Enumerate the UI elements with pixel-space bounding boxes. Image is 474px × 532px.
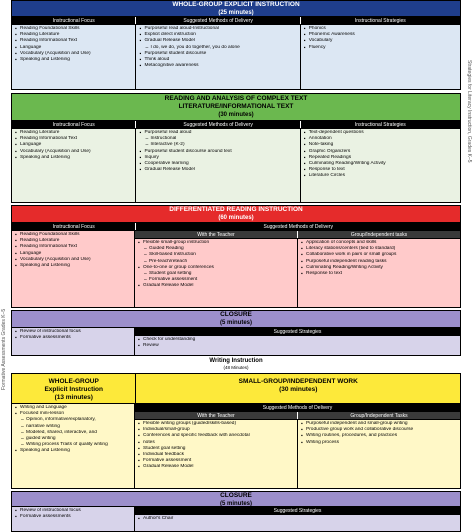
list-subitem: – narrative writing: [14, 424, 132, 430]
list-item: ▪ Individual/small-group: [137, 427, 295, 433]
differentiated-reading-section: [11, 205, 461, 308]
list-item: ▪ Vocabulary (Acquisition and Use): [14, 257, 132, 263]
list-subitem: – Opinion, informative/explanatory,: [14, 417, 132, 423]
list-item: ▪ Language: [14, 251, 132, 257]
small-group-title: SMALL-GROUP/INDEPENDENT WORK: [238, 378, 358, 385]
focus-column: [12, 25, 136, 89]
section-time: (30 minutes): [218, 112, 254, 118]
list-item: ▪ Graphic Organizers: [303, 149, 458, 155]
list-item: ▪ Phonemic Awareness: [303, 32, 458, 38]
complex-text-section: [11, 93, 461, 203]
list-subitem: – Pre-teach/reteach: [137, 259, 295, 265]
closure-focus-column: [12, 507, 135, 532]
list-item: ▪ Text-dependent questions: [303, 130, 458, 136]
right-margin: [462, 0, 474, 532]
list-item: ▪ Reading Literature: [14, 32, 133, 38]
col-header-strategies: Instructional Strategies: [301, 121, 460, 128]
column-header-row: [12, 17, 460, 25]
subheader-tasks: Group/Independent Tasks: [298, 412, 460, 419]
methods-column: [136, 25, 300, 89]
list-item: ▪ Response to text: [300, 271, 458, 277]
col-header-methods: Suggested Methods of Delivery: [135, 404, 460, 411]
section-time: (60 minutes): [218, 215, 254, 221]
list-item: ▪ Review: [137, 343, 458, 349]
section-title: CLOSURE: [220, 311, 252, 318]
list-item: ▪ Gradual Release Model: [137, 283, 295, 289]
list-item: ▪ Inquiry: [138, 155, 297, 161]
list-item: ▪ Reading Informational Text: [14, 136, 133, 142]
list-item: ▪ Check for understanding: [137, 337, 458, 343]
writing-banners: [12, 374, 460, 404]
list-item: ▪ Speaking and Listening: [14, 448, 132, 454]
section-banner: [12, 1, 460, 17]
section-time: (5 minutes): [219, 320, 252, 326]
list-item: ▪ Purposeful read aloud-Instructional: [138, 26, 297, 32]
list-subitem: – Student goal setting: [137, 271, 295, 277]
list-item: ▪ Explicit direct instruction: [138, 32, 297, 38]
tasks-column: [298, 239, 460, 307]
list-item: ▪ Reading Literature: [14, 130, 133, 136]
section-time: (5 minutes): [219, 501, 252, 507]
subheader-teacher: With the Teacher: [135, 412, 298, 419]
focus-column: [12, 129, 136, 202]
list-item: ▪ One-to-one or group conferences: [137, 265, 295, 271]
list-item: ▪ Speaking and Listening: [14, 155, 133, 161]
strategies-column: [301, 129, 460, 202]
col-header-strategies: Suggested Strategies: [135, 507, 460, 514]
list-item: ▪ Vocabulary (Acquisition and Use): [14, 51, 133, 57]
col-header-methods: Suggested Methods of Delivery: [136, 223, 460, 230]
list-item: ▪ Purposeful student discourse around text: [138, 149, 297, 155]
section-title-2: LITERATURE/INFORMATIONAL TEXT: [178, 103, 294, 110]
list-item: ▪ Collaborative work in pairs or small groups: [300, 252, 458, 258]
list-subitem: – I do, we do, you do together, you do alone: [138, 45, 297, 51]
list-item: ▪ Speaking and Listening: [14, 57, 133, 63]
list-item: ▪ Reading Literature: [14, 238, 132, 244]
subheader-row: [135, 231, 460, 239]
strategies-header-row: [135, 328, 460, 336]
list-item: ▪ Formative assessment: [137, 458, 295, 464]
list-item: ▪ Language: [14, 142, 133, 148]
section-time: (25 minutes): [218, 10, 254, 16]
teacher-column: [135, 239, 298, 307]
list-subitem: – Skill-based Instruction: [137, 252, 295, 258]
left-margin: [0, 0, 10, 532]
list-item: ▪ Review of instructional focus: [14, 508, 132, 514]
list-item: ▪ Purposeful read aloud: [138, 130, 297, 136]
list-item: ▪ Purposeful independent reading tasks: [300, 259, 458, 265]
list-subitem: – guided writing: [14, 436, 132, 442]
methods-column: [136, 129, 300, 202]
section-banner: [12, 206, 460, 223]
list-item: ▪ Writing routines, procedures, and practices: [300, 433, 458, 439]
focus-column: [12, 231, 135, 307]
list-item: ▪ Phonics: [303, 26, 458, 32]
list-item: ▪ Formative assessments: [14, 514, 132, 520]
reading-closure-section: [11, 310, 461, 356]
subheader-row: [135, 412, 460, 420]
list-item: ▪ Application of concepts and skills: [300, 240, 458, 246]
list-subitem: – Guided Reading: [137, 246, 295, 252]
list-item: ▪ Flexible writing groups (guided/skills-based): [137, 421, 295, 427]
list-item: ▪ Individual feedback: [137, 452, 295, 458]
list-item: ▪ Author's Chair: [137, 516, 458, 522]
list-item: ▪ Reading Informational Text: [14, 38, 133, 44]
list-item: ▪ Culminating Reading/Writing Activity: [303, 161, 458, 167]
writing-instruction-section: [11, 373, 461, 489]
list-item: ▪ Fluency: [303, 45, 458, 51]
whole-group-title: WHOLE-GROUP: [48, 378, 99, 385]
strategies-header-row: [135, 507, 460, 515]
col-header-methods: Suggested Methods of Delivery: [136, 17, 300, 24]
list-item: ▪ Gradual Release Model: [138, 38, 297, 44]
list-item: ▪ Speaking and Listening: [14, 263, 132, 269]
section-banner: [12, 492, 460, 507]
list-item: ▪ Productive group work and collaborative discourse: [300, 427, 458, 433]
column-header-row: [12, 223, 460, 231]
list-item: ▪ Metacognitive awareness: [138, 63, 297, 69]
whole-group-time: (13 minutes): [54, 394, 93, 401]
list-item: ▪ notes: [137, 440, 295, 446]
whole-group-banner: [12, 374, 136, 403]
left-margin-text: Formative Assessments Grades K–5: [1, 308, 7, 390]
list-subitem: – Interactive (K-2): [138, 142, 297, 148]
literacy-block-schedule: [11, 0, 461, 532]
list-item: ▪ Purposeful student discourse: [138, 51, 297, 57]
methods-header-row: [135, 404, 460, 412]
column-header-row: [12, 121, 460, 129]
strategies-column: [301, 25, 460, 89]
list-item: ▪ Annotation: [303, 136, 458, 142]
list-item: ▪ Flexible small-group instruction: [137, 240, 295, 246]
section-title: READING AND ANALYSIS OF COMPLEX TEXT: [164, 95, 308, 102]
list-item: ▪ Reading Informational Text: [14, 244, 132, 250]
list-subitem: – Writing process Traits of quality writing: [14, 442, 132, 448]
col-header-strategies: Suggested Strategies: [135, 328, 460, 335]
list-item: ▪ Review of instructional focus: [14, 329, 132, 335]
col-header-focus: Instructional Focus: [12, 121, 136, 128]
subheader-tasks: Group/Independent tasks: [298, 231, 460, 238]
list-item: ▪ Reading Foundational Skills: [14, 232, 132, 238]
subheader-teacher: With the Teacher: [135, 231, 298, 238]
small-group-banner: [136, 374, 460, 403]
closure-strategies-column: [135, 515, 460, 523]
list-item: ▪ Note-taking: [303, 142, 458, 148]
list-item: ▪ Purposeful independent and small-group writing: [300, 421, 458, 427]
list-subitem: – Formative assessment: [137, 277, 295, 283]
list-item: ▪ Focused mini-lesson: [14, 411, 132, 417]
list-item: ▪ Writing process: [300, 440, 458, 446]
list-item: ▪ Gradual Release Model: [137, 464, 295, 470]
col-header-focus: Instructional Focus: [12, 17, 136, 24]
list-item: ▪ Cooperative learning: [138, 161, 297, 167]
list-item: ▪ Literature Circles: [303, 173, 458, 179]
col-header-strategies: Instructional Strategies: [301, 17, 460, 24]
list-item: ▪ Think aloud: [138, 57, 297, 63]
writing-instruction-title: Writing Instruction: [209, 358, 263, 364]
closure-strategies-column: [135, 336, 460, 350]
list-item: ▪ Response to text: [303, 167, 458, 173]
section-title: DIFFERENTIATED READING INSTRUCTION: [169, 206, 303, 213]
list-item: ▪ Conferences and specific feedback with anecdotal: [137, 433, 295, 439]
list-item: ▪ Formative assessments: [14, 335, 132, 341]
list-item: ▪ Gradual Release Model: [138, 167, 297, 173]
list-item: ▪ Language: [14, 45, 133, 51]
list-item: ▪ Student goal setting: [137, 446, 295, 452]
writing-instruction-time: (48 Minutes): [223, 365, 249, 370]
col-header-methods: Suggested Methods of Delivery: [136, 121, 300, 128]
section-title: WHOLE-GROUP EXPLICIT INSTRUCTION: [172, 1, 300, 8]
section-banner: [12, 311, 460, 328]
teacher-column: [135, 420, 298, 488]
whole-group-explicit-section: [11, 0, 461, 90]
list-item: ▪ Vocabulary (Acquisition and Use): [14, 149, 133, 155]
list-item: ▪ Literacy stations/centers (tied to standard): [300, 246, 458, 252]
section-title: CLOSURE: [220, 492, 252, 499]
writing-focus-column: [12, 404, 135, 488]
writing-closure-section: [11, 491, 461, 532]
list-subitem: – Modeled, shared, interactive, and: [14, 430, 132, 436]
list-item: ▪ Repeated Readings: [303, 155, 458, 161]
whole-group-subtitle: Explicit Instruction: [44, 386, 103, 393]
closure-focus-column: [12, 328, 135, 356]
section-banner: [12, 94, 460, 121]
list-item: ▪ Reading Foundational Skills: [14, 26, 133, 32]
list-item: ▪ Writing and Language: [14, 405, 132, 411]
list-subitem: – Instructional: [138, 136, 297, 142]
right-margin-text: Strategies for Literacy Instruction, Grades K–5: [466, 60, 472, 163]
tasks-column: [298, 420, 460, 488]
list-item: ▪ Culminating Reading/Writing Activity: [300, 265, 458, 271]
col-header-focus: Instructional Focus: [12, 223, 136, 230]
small-group-time: (30 minutes): [279, 386, 318, 393]
list-item: ▪ Vocabulary: [303, 38, 458, 44]
